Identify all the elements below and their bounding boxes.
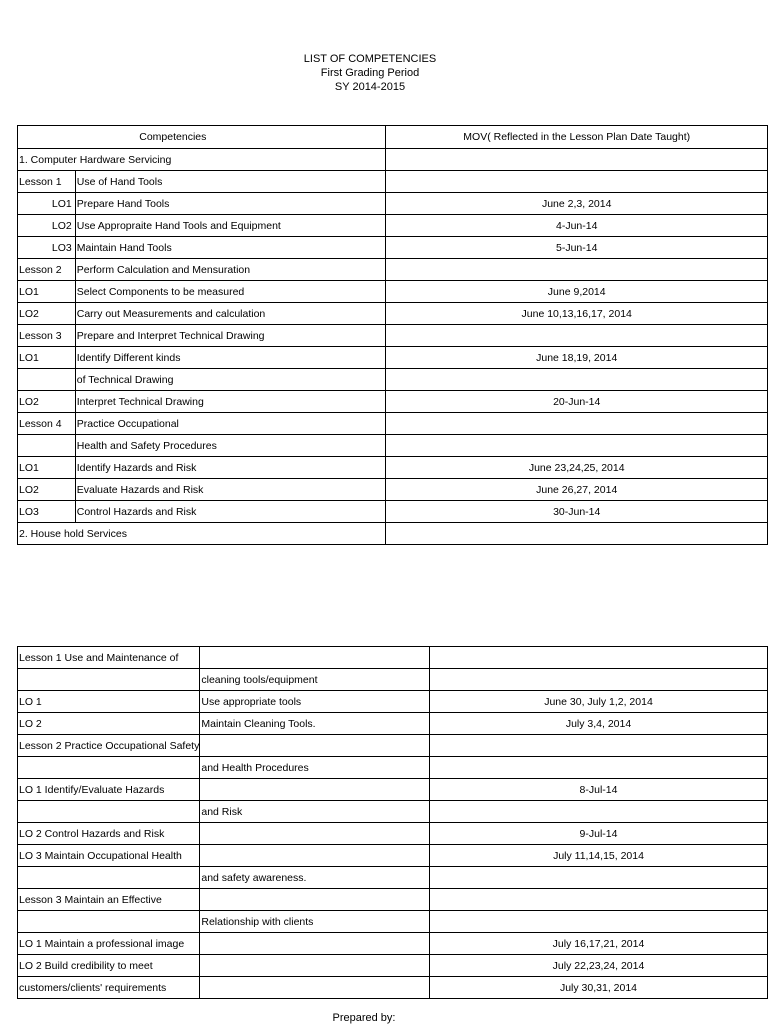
competency-cell: Use Appropraite Hand Tools and Equipment <box>75 215 386 237</box>
row-code-cell <box>18 215 76 237</box>
row-code: LO2 <box>19 307 39 320</box>
table-row <box>18 347 768 369</box>
competencies-table-2 <box>17 646 768 999</box>
table-header-row <box>18 126 768 149</box>
competency-cell: Interpret Technical Drawing <box>75 391 386 413</box>
competency-cell <box>200 977 430 999</box>
competency-cell: Practice Occupational <box>75 413 386 435</box>
row-code-cell <box>18 713 200 735</box>
mov-date-cell <box>386 435 768 457</box>
competency-cell: and Risk <box>200 801 430 823</box>
competency-cell: Carry out Measurements and calculation <box>75 303 386 325</box>
mov-date-cell <box>386 523 768 545</box>
table-row <box>18 237 768 259</box>
header-title: LIST OF COMPETENCIES <box>303 53 437 65</box>
mov-date-cell: June 10,13,16,17, 2014 <box>386 303 768 325</box>
competency-cell <box>200 889 430 911</box>
mov-date-cell <box>430 669 768 691</box>
row-code-cell <box>18 237 76 259</box>
mov-date-cell: July 11,14,15, 2014 <box>430 845 768 867</box>
row-code-cell <box>18 501 76 523</box>
mov-date-cell: 5-Jun-14 <box>386 237 768 259</box>
competency-cell <box>200 735 430 757</box>
header-mov: MOV( Reflected in the Lesson Plan Date Taught) <box>386 126 768 149</box>
competency-cell: Relationship with clients <box>200 911 430 933</box>
table-row <box>18 955 768 977</box>
header-competencies: Competencies <box>75 126 386 149</box>
table-row <box>18 647 768 669</box>
prepared-by: Prepared by: <box>332 1012 396 1024</box>
mov-date-cell: 30-Jun-14 <box>386 501 768 523</box>
row-code: LO2 <box>19 483 39 496</box>
competency-cell: and safety awareness. <box>200 867 430 889</box>
table-row <box>18 757 768 779</box>
header-period: First Grading Period <box>320 67 420 79</box>
section-heading: 2. House hold Services <box>18 523 386 545</box>
competency-cell: Prepare and Interpret Technical Drawing <box>75 325 386 347</box>
row-code-cell <box>18 779 200 801</box>
mov-date-cell <box>386 171 768 193</box>
row-code-cell <box>18 977 200 999</box>
row-code: Lesson 4 <box>19 417 62 430</box>
mov-date-cell <box>386 413 768 435</box>
row-code-cell <box>18 757 200 779</box>
competencies-table-1 <box>17 125 768 545</box>
table-row <box>18 171 768 193</box>
table-row <box>18 823 768 845</box>
competency-cell: Maintain Cleaning Tools. <box>200 713 430 735</box>
row-code: Lesson 3 Maintain an Effective <box>19 893 162 906</box>
table-row <box>18 369 768 391</box>
competency-cell: Evaluate Hazards and Risk <box>75 479 386 501</box>
competency-cell: and Health Procedures <box>200 757 430 779</box>
mov-date-cell: June 26,27, 2014 <box>386 479 768 501</box>
mov-date-cell: 20-Jun-14 <box>386 391 768 413</box>
row-code-cell <box>18 823 200 845</box>
mov-date-cell: 4-Jun-14 <box>386 215 768 237</box>
row-code-cell <box>18 303 76 325</box>
competency-cell <box>200 779 430 801</box>
competency-cell <box>200 933 430 955</box>
header-school-year: SY 2014-2015 <box>334 81 406 93</box>
row-code-cell <box>18 911 200 933</box>
row-code: LO1 <box>19 461 39 474</box>
mov-date-cell <box>430 647 768 669</box>
row-code: Lesson 1 <box>19 175 62 188</box>
row-code: LO3 <box>51 241 72 254</box>
table-row <box>18 193 768 215</box>
table-row <box>18 735 768 757</box>
competency-cell: Perform Calculation and Mensuration <box>75 259 386 281</box>
row-code: Lesson 3 <box>19 329 62 342</box>
row-code-cell <box>18 845 200 867</box>
table-row <box>18 867 768 889</box>
row-code-cell <box>18 647 200 669</box>
row-code: LO 3 Maintain Occupational Health <box>19 849 182 862</box>
row-code-cell <box>18 867 200 889</box>
table-row <box>18 669 768 691</box>
competency-cell: Control Hazards and Risk <box>75 501 386 523</box>
table-row <box>18 845 768 867</box>
competency-cell <box>200 955 430 977</box>
competency-cell: of Technical Drawing <box>75 369 386 391</box>
row-code-cell <box>18 369 76 391</box>
row-code-cell <box>18 669 200 691</box>
competency-cell: Identify Hazards and Risk <box>75 457 386 479</box>
row-code-cell <box>18 933 200 955</box>
row-code-cell <box>18 889 200 911</box>
table-row <box>18 779 768 801</box>
row-code-cell <box>18 193 76 215</box>
row-code: LO 1 Maintain a professional image <box>19 937 185 950</box>
table-row <box>18 215 768 237</box>
competency-cell: Health and Safety Procedures <box>75 435 386 457</box>
table-row <box>18 457 768 479</box>
table-row <box>18 801 768 823</box>
row-code: LO3 <box>19 505 39 518</box>
table-row <box>18 303 768 325</box>
row-code-cell <box>18 325 76 347</box>
row-code: LO 1 Identify/Evaluate Hazards <box>19 783 165 796</box>
mov-date-cell: June 9,2014 <box>386 281 768 303</box>
table-row <box>18 977 768 999</box>
row-code: Lesson 2 Practice Occupational Safety <box>19 739 200 752</box>
table-row <box>18 889 768 911</box>
table-row <box>18 413 768 435</box>
mov-date-cell <box>430 867 768 889</box>
competency-cell: Identify Different kinds <box>75 347 386 369</box>
mov-date-cell: July 22,23,24, 2014 <box>430 955 768 977</box>
row-code: LO 2 Control Hazards and Risk <box>19 827 165 840</box>
row-code-cell <box>18 391 76 413</box>
row-code: Lesson 1 Use and Maintenance of <box>19 651 179 664</box>
row-code-cell <box>18 171 76 193</box>
mov-date-cell: June 18,19, 2014 <box>386 347 768 369</box>
row-code-cell <box>18 413 76 435</box>
row-code: LO1 <box>19 351 39 364</box>
row-code-cell <box>18 735 200 757</box>
competency-cell: Maintain Hand Tools <box>75 237 386 259</box>
table-row <box>18 435 768 457</box>
mov-date-cell <box>386 259 768 281</box>
row-code-cell <box>18 435 76 457</box>
row-code: Lesson 2 <box>19 263 62 276</box>
table-row <box>18 691 768 713</box>
competency-cell: Use appropriate tools <box>200 691 430 713</box>
row-code: LO 1 <box>19 695 42 708</box>
competency-cell <box>200 823 430 845</box>
mov-date-cell: July 3,4, 2014 <box>430 713 768 735</box>
mov-date-cell <box>386 325 768 347</box>
mov-date-cell <box>386 149 768 171</box>
table-row <box>18 911 768 933</box>
mov-date-cell <box>430 757 768 779</box>
competency-cell: cleaning tools/equipment <box>200 669 430 691</box>
row-code-cell <box>18 955 200 977</box>
table-row <box>18 149 768 171</box>
mov-date-cell: 8-Jul-14 <box>430 779 768 801</box>
table-row <box>18 479 768 501</box>
document-header <box>0 52 740 94</box>
row-code: LO2 <box>51 219 72 232</box>
table-row <box>18 325 768 347</box>
row-code-cell <box>18 479 76 501</box>
row-code-cell <box>18 281 76 303</box>
row-code: LO2 <box>19 395 39 408</box>
competency-cell <box>200 647 430 669</box>
mov-date-cell: June 23,24,25, 2014 <box>386 457 768 479</box>
mov-date-cell <box>430 911 768 933</box>
row-code: LO 2 Build credibility to meet <box>19 959 153 972</box>
table-row <box>18 501 768 523</box>
section-heading: 1. Computer Hardware Servicing <box>18 149 386 171</box>
mov-date-cell: June 2,3, 2014 <box>386 193 768 215</box>
row-code: LO1 <box>51 197 72 210</box>
row-code-cell <box>18 457 76 479</box>
mov-date-cell: July 30,31, 2014 <box>430 977 768 999</box>
table-row <box>18 259 768 281</box>
mov-date-cell: July 16,17,21, 2014 <box>430 933 768 955</box>
mov-date-cell <box>430 735 768 757</box>
row-code-cell <box>18 347 76 369</box>
row-code-cell <box>18 691 200 713</box>
mov-date-cell <box>430 889 768 911</box>
table-row <box>18 523 768 545</box>
row-code-cell <box>18 259 76 281</box>
mov-date-cell <box>386 369 768 391</box>
mov-date-cell: June 30, July 1,2, 2014 <box>430 691 768 713</box>
table-row <box>18 713 768 735</box>
table-row <box>18 281 768 303</box>
row-code: LO1 <box>19 285 39 298</box>
row-code-cell <box>18 801 200 823</box>
row-code: customers/clients' requirements <box>19 981 167 994</box>
table-row <box>18 391 768 413</box>
competency-cell: Prepare Hand Tools <box>75 193 386 215</box>
competency-cell <box>200 845 430 867</box>
mov-date-cell: 9-Jul-14 <box>430 823 768 845</box>
row-code: LO 2 <box>19 717 42 730</box>
competency-cell: Select Components to be measured <box>75 281 386 303</box>
mov-date-cell <box>430 801 768 823</box>
table-row <box>18 933 768 955</box>
competency-cell: Use of Hand Tools <box>75 171 386 193</box>
